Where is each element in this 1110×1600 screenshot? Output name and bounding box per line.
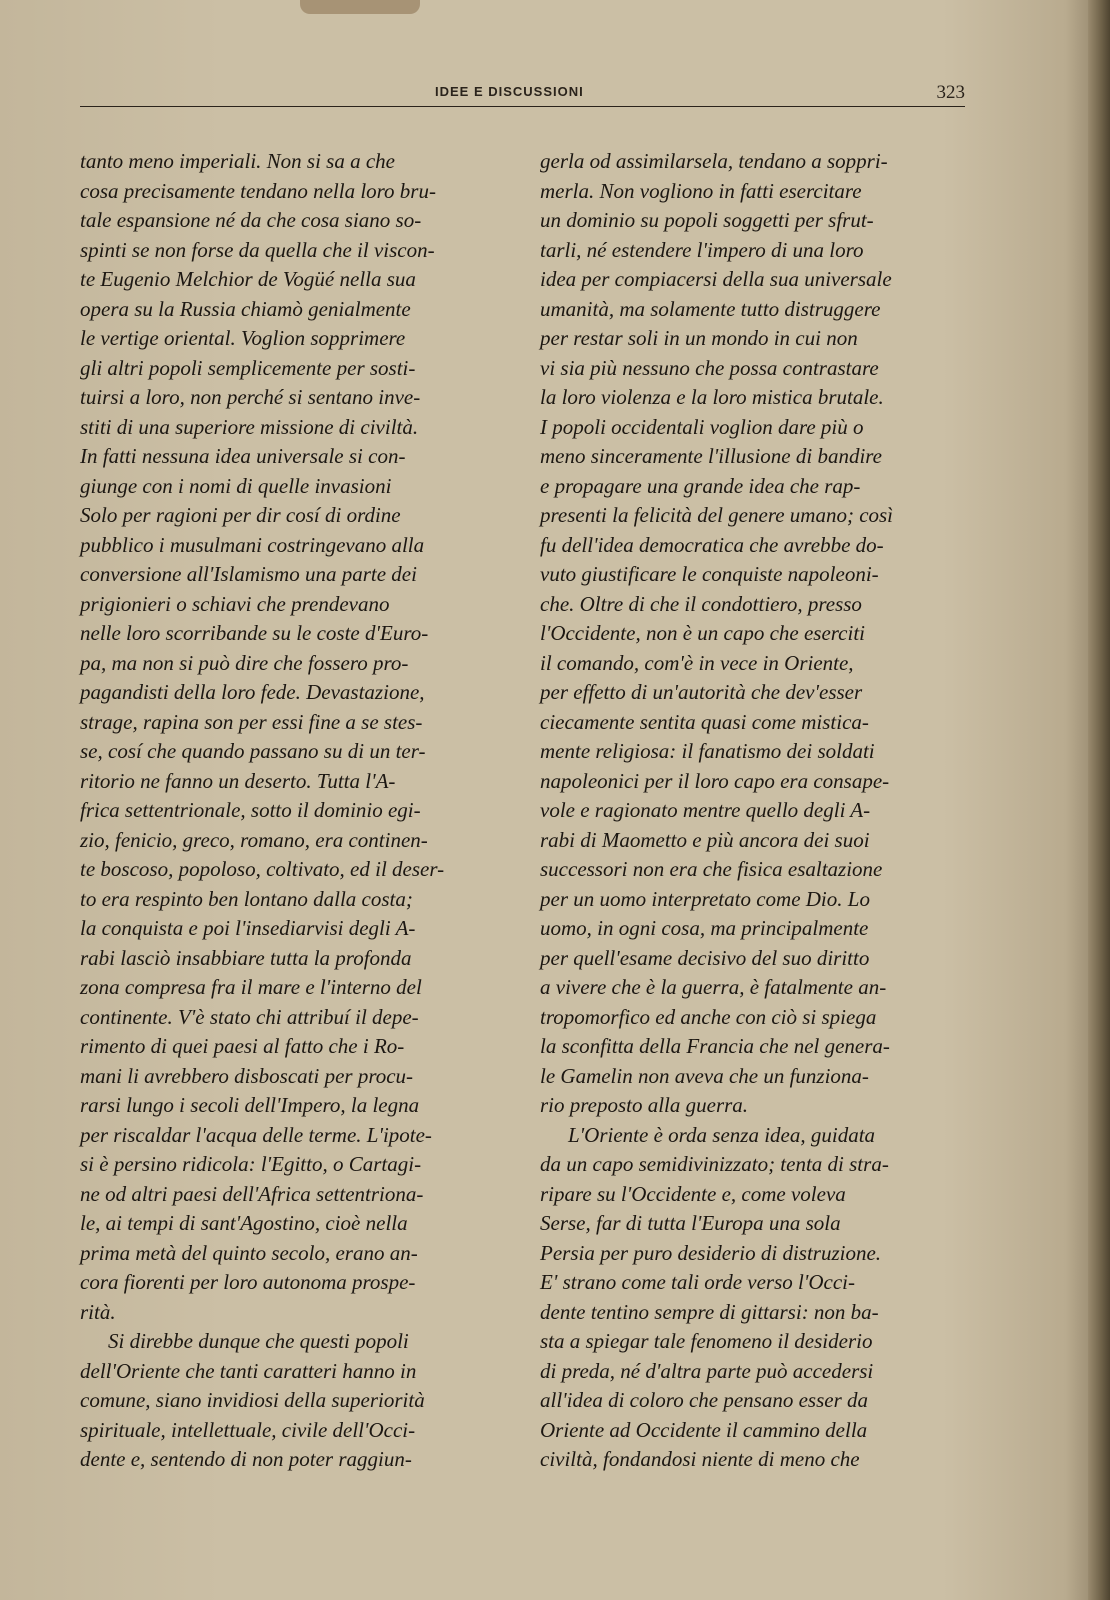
text-line: vuto giustificare le conquiste napoleoni- — [540, 562, 879, 586]
text-line: il comando, com'è in vece in Oriente, — [540, 650, 854, 675]
text-line: ciecamente sentita quasi come mistica- — [540, 709, 869, 734]
header-rule — [80, 106, 965, 107]
running-header — [80, 84, 965, 114]
text-line: Serse, far di tutta l'Europa una sola — [540, 1211, 841, 1235]
text-line: di preda, né d'altra parte può accedersi — [540, 1358, 874, 1383]
text-line: Oriente ad Occidente il cammino della — [540, 1417, 868, 1442]
text-line: cosa precisamente tendano nella loro bru- — [80, 178, 436, 203]
text-line: mani li avrebbero disboscati per procu- — [80, 1063, 414, 1088]
text-line: L'Oriente è orda senza idea, guidata — [568, 1122, 876, 1147]
text-line: to era respinto ben lontano dalla costa; — [80, 886, 413, 911]
text-column-right — [540, 147, 975, 1475]
text-line: rità. — [80, 1299, 116, 1324]
text-line: ne od altri paesi dell'Africa settentriona- — [80, 1181, 424, 1206]
text-line: se, cosí che quando passano su di un ter- — [80, 739, 426, 763]
text-line: le, ai tempi di sant'Agostino, cioè nella — [80, 1211, 408, 1235]
text-line: fu dell'idea democratica che avrebbe do- — [540, 532, 884, 557]
text-line: presenti la felicità del genere umano; così — [540, 503, 894, 527]
text-line: prigionieri o schiavi che prendevano — [80, 591, 390, 616]
paper-tab — [300, 0, 420, 14]
text-line: dente tentino sempre di gittarsi: non ba- — [540, 1299, 879, 1324]
text-line: Si direbbe dunque che questi popoli — [108, 1329, 409, 1353]
text-line: ritorio ne fanno un deserto. Tutta l'A- — [80, 768, 396, 793]
text-line: rarsi lungo i secoli dell'Impero, la legna — [80, 1093, 420, 1117]
text-line: le Gamelin non aveva che un funziona- — [540, 1063, 869, 1088]
text-line: meno sinceramente l'illusione di bandire — [540, 444, 882, 468]
running-head-title: IDEE E DISCUSSIONI — [435, 84, 584, 99]
text-line: la loro violenza e la loro mistica brutale. — [540, 385, 884, 409]
text-line: rabi lasciò insabbiare tutta la profonda — [80, 945, 412, 970]
text-line: tuirsi a loro, non perché si sentano inve- — [80, 385, 421, 409]
text-line: stiti di una superiore missione di civiltà. — [80, 414, 419, 439]
text-line: pubblico i musulmani costringevano alla — [80, 532, 425, 557]
text-line: per quell'esame decisivo del suo diritto — [540, 945, 870, 970]
text-line: giunge con i nomi di quelle invasioni — [80, 473, 392, 498]
text-line: I popoli occidentali voglion dare più o — [540, 414, 864, 439]
text-line: civiltà, fondandosi niente di meno che — [540, 1447, 860, 1471]
text-line: e propagare una grande idea che rap- — [540, 473, 861, 498]
text-line: frica settentrionale, sotto il dominio egi- — [80, 798, 421, 822]
text-line: te Eugenio Melchior de Vogüé nella sua — [80, 267, 416, 291]
text-line: si è persino ridicola: l'Egitto, o Cartagi- — [80, 1152, 422, 1176]
text-line: tarli, né estendere l'impero di una loro — [540, 237, 864, 262]
text-line: idea per compiacersi della sua universale — [540, 267, 892, 291]
text-line: zio, fenicio, greco, romano, era continen- — [80, 827, 428, 852]
text-line: nelle loro scorribande su le coste d'Euro- — [80, 621, 429, 645]
text-line: rimento di quei paesi al fatto che i Ro- — [80, 1034, 405, 1058]
text-line: pa, ma non si può dire che fossero pro- — [80, 650, 409, 675]
text-line: conversione all'Islamismo una parte dei — [80, 562, 417, 586]
text-line: l'Occidente, non è un capo che eserciti — [540, 621, 866, 645]
text-line: vi sia più nessuno che possa contrastare — [540, 355, 879, 380]
text-line: cora fiorenti per loro autonoma prospe- — [80, 1270, 416, 1294]
text-line: Persia per puro desiderio di distruzione. — [540, 1240, 882, 1265]
text-line: ripare su l'Occidente e, come voleva — [540, 1181, 846, 1206]
text-line: per effetto di un'autorità che dev'esser — [540, 680, 863, 704]
page-edge-shadow — [1088, 0, 1110, 1600]
text-line: napoleonici per il loro capo era consape- — [540, 768, 890, 793]
text-line: comune, siano invidiosi della superiorità — [80, 1388, 425, 1412]
page-number: 323 — [936, 82, 965, 103]
text-line: gli altri popoli semplicemente per sosti- — [80, 355, 416, 380]
text-line: E' strano come tali orde verso l'Occi- — [540, 1270, 855, 1294]
text-line: per restar soli in un mondo in cui non — [540, 326, 858, 350]
text-line: la conquista e poi l'insediarvisi degli A- — [80, 916, 416, 940]
text-line: merla. Non vogliono in fatti esercitare — [540, 178, 862, 203]
text-line: rabi di Maometto e più ancora dei suoi — [540, 827, 870, 852]
text-line: tanto meno imperiali. Non si sa a che — [80, 149, 395, 173]
text-line: un dominio su popoli soggetti per sfrut- — [540, 208, 874, 232]
text-line: dente e, sentendo di non poter raggiun- — [80, 1447, 412, 1471]
text-line: uomo, in ogni cosa, ma principalmente — [540, 916, 869, 940]
text-line: per un uomo interpretato come Dio. Lo — [540, 886, 870, 911]
text-line: dell'Oriente che tanti caratteri hanno in — [80, 1358, 417, 1383]
text-line: In fatti nessuna idea universale si con- — [80, 444, 406, 468]
text-line: spinti se non forse da quella che il viscon- — [80, 237, 435, 262]
text-line: tale espansione né da che cosa siano so- — [80, 208, 422, 232]
text-line: mente religiosa: il fanatismo dei soldati — [540, 739, 875, 763]
text-line: che. Oltre di che il condottiero, presso — [540, 591, 862, 616]
text-line: spirituale, intellettuale, civile dell'Occi- — [80, 1417, 416, 1442]
text-line: le vertige oriental. Voglion sopprimere — [80, 326, 406, 350]
text-line: a vivere che è la guerra, è fatalmente an- — [540, 975, 887, 999]
text-line: successori non era che fisica esaltazione — [540, 857, 883, 881]
text-line: strage, rapina son per essi fine a se stes- — [80, 709, 423, 734]
text-line: prima metà del quinto secolo, erano an- — [80, 1240, 418, 1265]
text-line: continente. V'è stato chi attribuí il depe- — [80, 1004, 419, 1029]
text-line: umanità, ma solamente tutto distruggere — [540, 296, 881, 321]
text-line: opera su la Russia chiamò genialmente — [80, 296, 411, 321]
text-line: te boscoso, popoloso, coltivato, ed il deser- — [80, 857, 445, 881]
text-line: la sconfitta della Francia che nel genera- — [540, 1034, 890, 1058]
text-line: rio preposto alla guerra. — [540, 1093, 749, 1117]
text-line: vole e ragionato mentre quello degli A- — [540, 798, 871, 822]
text-line: zona compresa fra il mare e l'interno del — [80, 975, 422, 999]
text-line: da un capo semidivinizzato; tenta di stra- — [540, 1152, 889, 1176]
text-column-left — [80, 147, 515, 1475]
text-line: tropomorfico ed anche con ciò si spiega — [540, 1004, 877, 1029]
text-line: per riscaldar l'acqua delle terme. L'ipote- — [80, 1122, 432, 1147]
text-line: gerla od assimilarsela, tendano a soppri- — [540, 149, 888, 173]
text-line: pagandisti della loro fede. Devastazione, — [80, 680, 425, 704]
text-line: sta a spiegar tale fenomeno il desiderio — [540, 1329, 873, 1353]
text-line: all'idea di coloro che pensano esser da — [540, 1388, 868, 1412]
text-line: Solo per ragioni per dir cosí di ordine — [80, 503, 401, 527]
